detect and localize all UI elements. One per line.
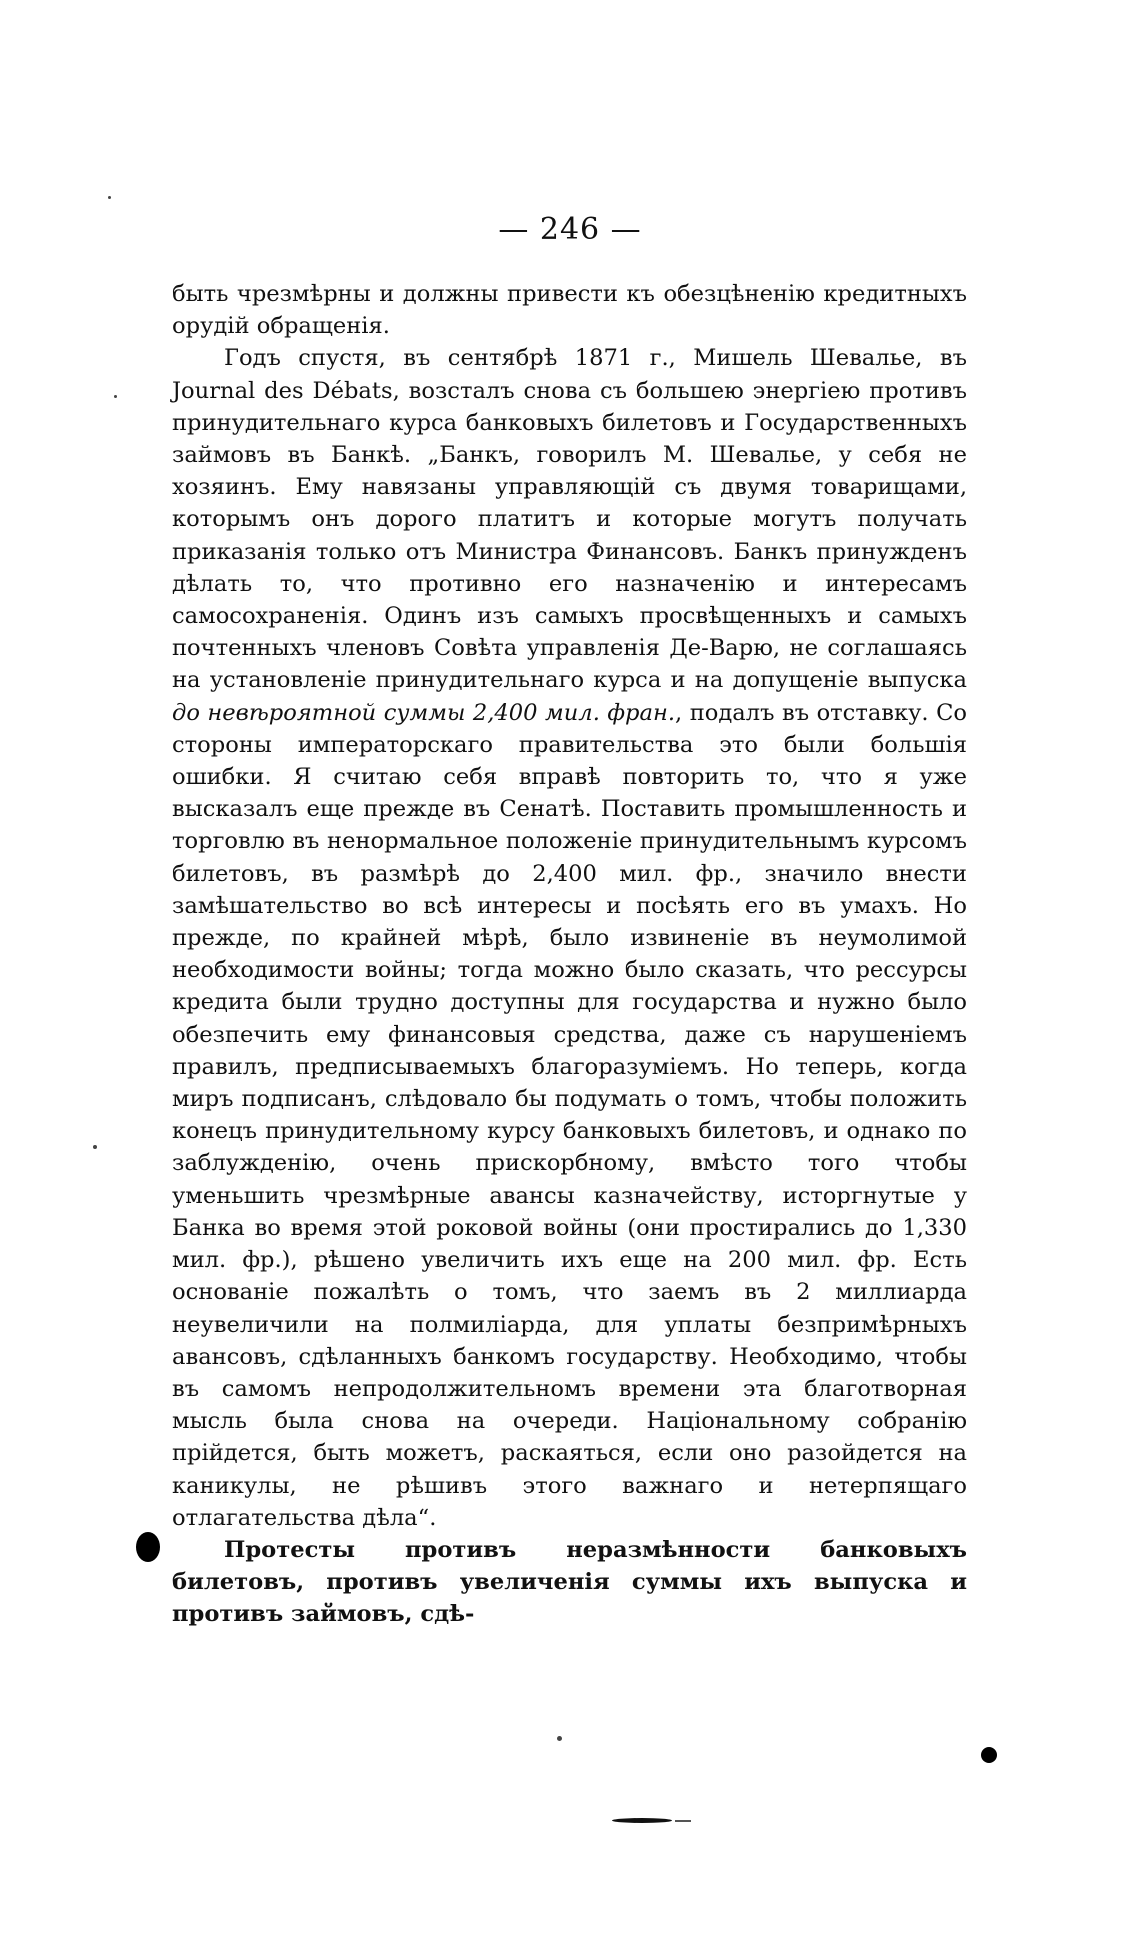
page-number: — 246 — <box>498 212 642 247</box>
ink-blot-right <box>981 1747 997 1763</box>
text-segment: Годъ спустя, въ сентябрѣ 1871 г., Мишель Шевалье, въ Journal des Débats, возсталъ снова съ большею энергіею противъ принудительнаго курса банковыхъ билетовъ и Государственныхъ займовъ въ Банкѣ. „Банкъ, говорилъ М. Шевалье, у себя не хозяинъ. Ему навязаны управляющій съ двумя товарищами, которымъ онъ дорого платитъ и которые могутъ получать приказанія только отъ Министра Финансовъ. Банкъ принужденъ дѣлать то, что противно его назначенію и интересамъ самосохраненія. Одинъ изъ самыхъ просвѣщенныхъ и самыхъ почтенныхъ членовъ Совѣта управленія Де-Варю, не соглашаясь на установленіе принудительнаго курса и на допущеніе выпуска <box>172 345 967 694</box>
speck-bottom <box>557 1736 562 1741</box>
text-segment: Протесты противъ неразмѣнности банковыхъ билетовъ, противъ увеличенія суммы ихъ выпуска и противъ займовъ, сдѣ- <box>172 1536 967 1628</box>
text-segment-italic: до невѣроятной суммы 2,400 мил. фран. <box>172 699 676 726</box>
speck-left-mid <box>114 395 117 398</box>
body-text <box>172 278 967 1631</box>
text-segment: , подалъ въ отставку. Со стороны императорскаго правительства это были большія ошибки. Я считаю себя вправѣ повторить то, что я уже высказалъ еще прежде въ Сенатѣ. Поставить промышленность и торговлю въ ненормальное положеніе принудительнымъ курсомъ билетовъ, въ размѣрѣ до 2,400 мил. фр., значило внести замѣшательство во всѣ интересы и посѣять его въ умахъ. Но прежде, по крайней мѣрѣ, было извиненіе въ неумолимой необходимости войны; тогда можно было сказать, что рессурсы кредита были трудно доступны для государства и нужно было обезпечить ему финансовыя средства, даже съ нарушеніемъ правилъ, предписываемыхъ благоразуміемъ. Но теперь, когда миръ подписанъ, слѣдовало бы подумать о томъ, чтобы положить конецъ принудительному курсу банковыхъ билетовъ, и однако по заблужденію, очень прискорбному, вмѣсто того чтобы уменьшить чрезмѣрные авансы казначейству, исторгнутые у Банка во время этой роковой войны (они простирались до 1,330 мил. фр.), рѣшено увеличить ихъ еще на 200 мил. фр. Есть основаніе пожалѣть о томъ, что заемъ въ 2 миллиарда неувеличили на полмиліарда, для уплаты безпримѣрныхъ авансовъ, сдѣланныхъ банкомъ государству. Необходимо, чтобы въ самомъ непродолжительномъ времени эта благотворная мысль была снова на очереди. Національному собранію прійдется, быть можетъ, раскаяться, если оно разойдется на каникулы, не рѣшивъ этого важнаго и нетерпящаго отлагательства дѣла“. <box>172 699 967 1531</box>
end-ornament-tail <box>675 1820 691 1822</box>
paragraph-chevalier-quote <box>172 342 967 1534</box>
paragraph-protests <box>172 1534 967 1631</box>
paragraph-continuation <box>172 278 967 342</box>
speck-left-top <box>108 196 111 199</box>
text-segment: быть чрезмѣрны и должны привести къ обезцѣненію кредитныхъ орудій обращенія. <box>172 281 967 340</box>
ink-blot-left <box>136 1532 160 1562</box>
speck-left-low <box>93 1145 97 1149</box>
end-ornament <box>612 1818 672 1823</box>
